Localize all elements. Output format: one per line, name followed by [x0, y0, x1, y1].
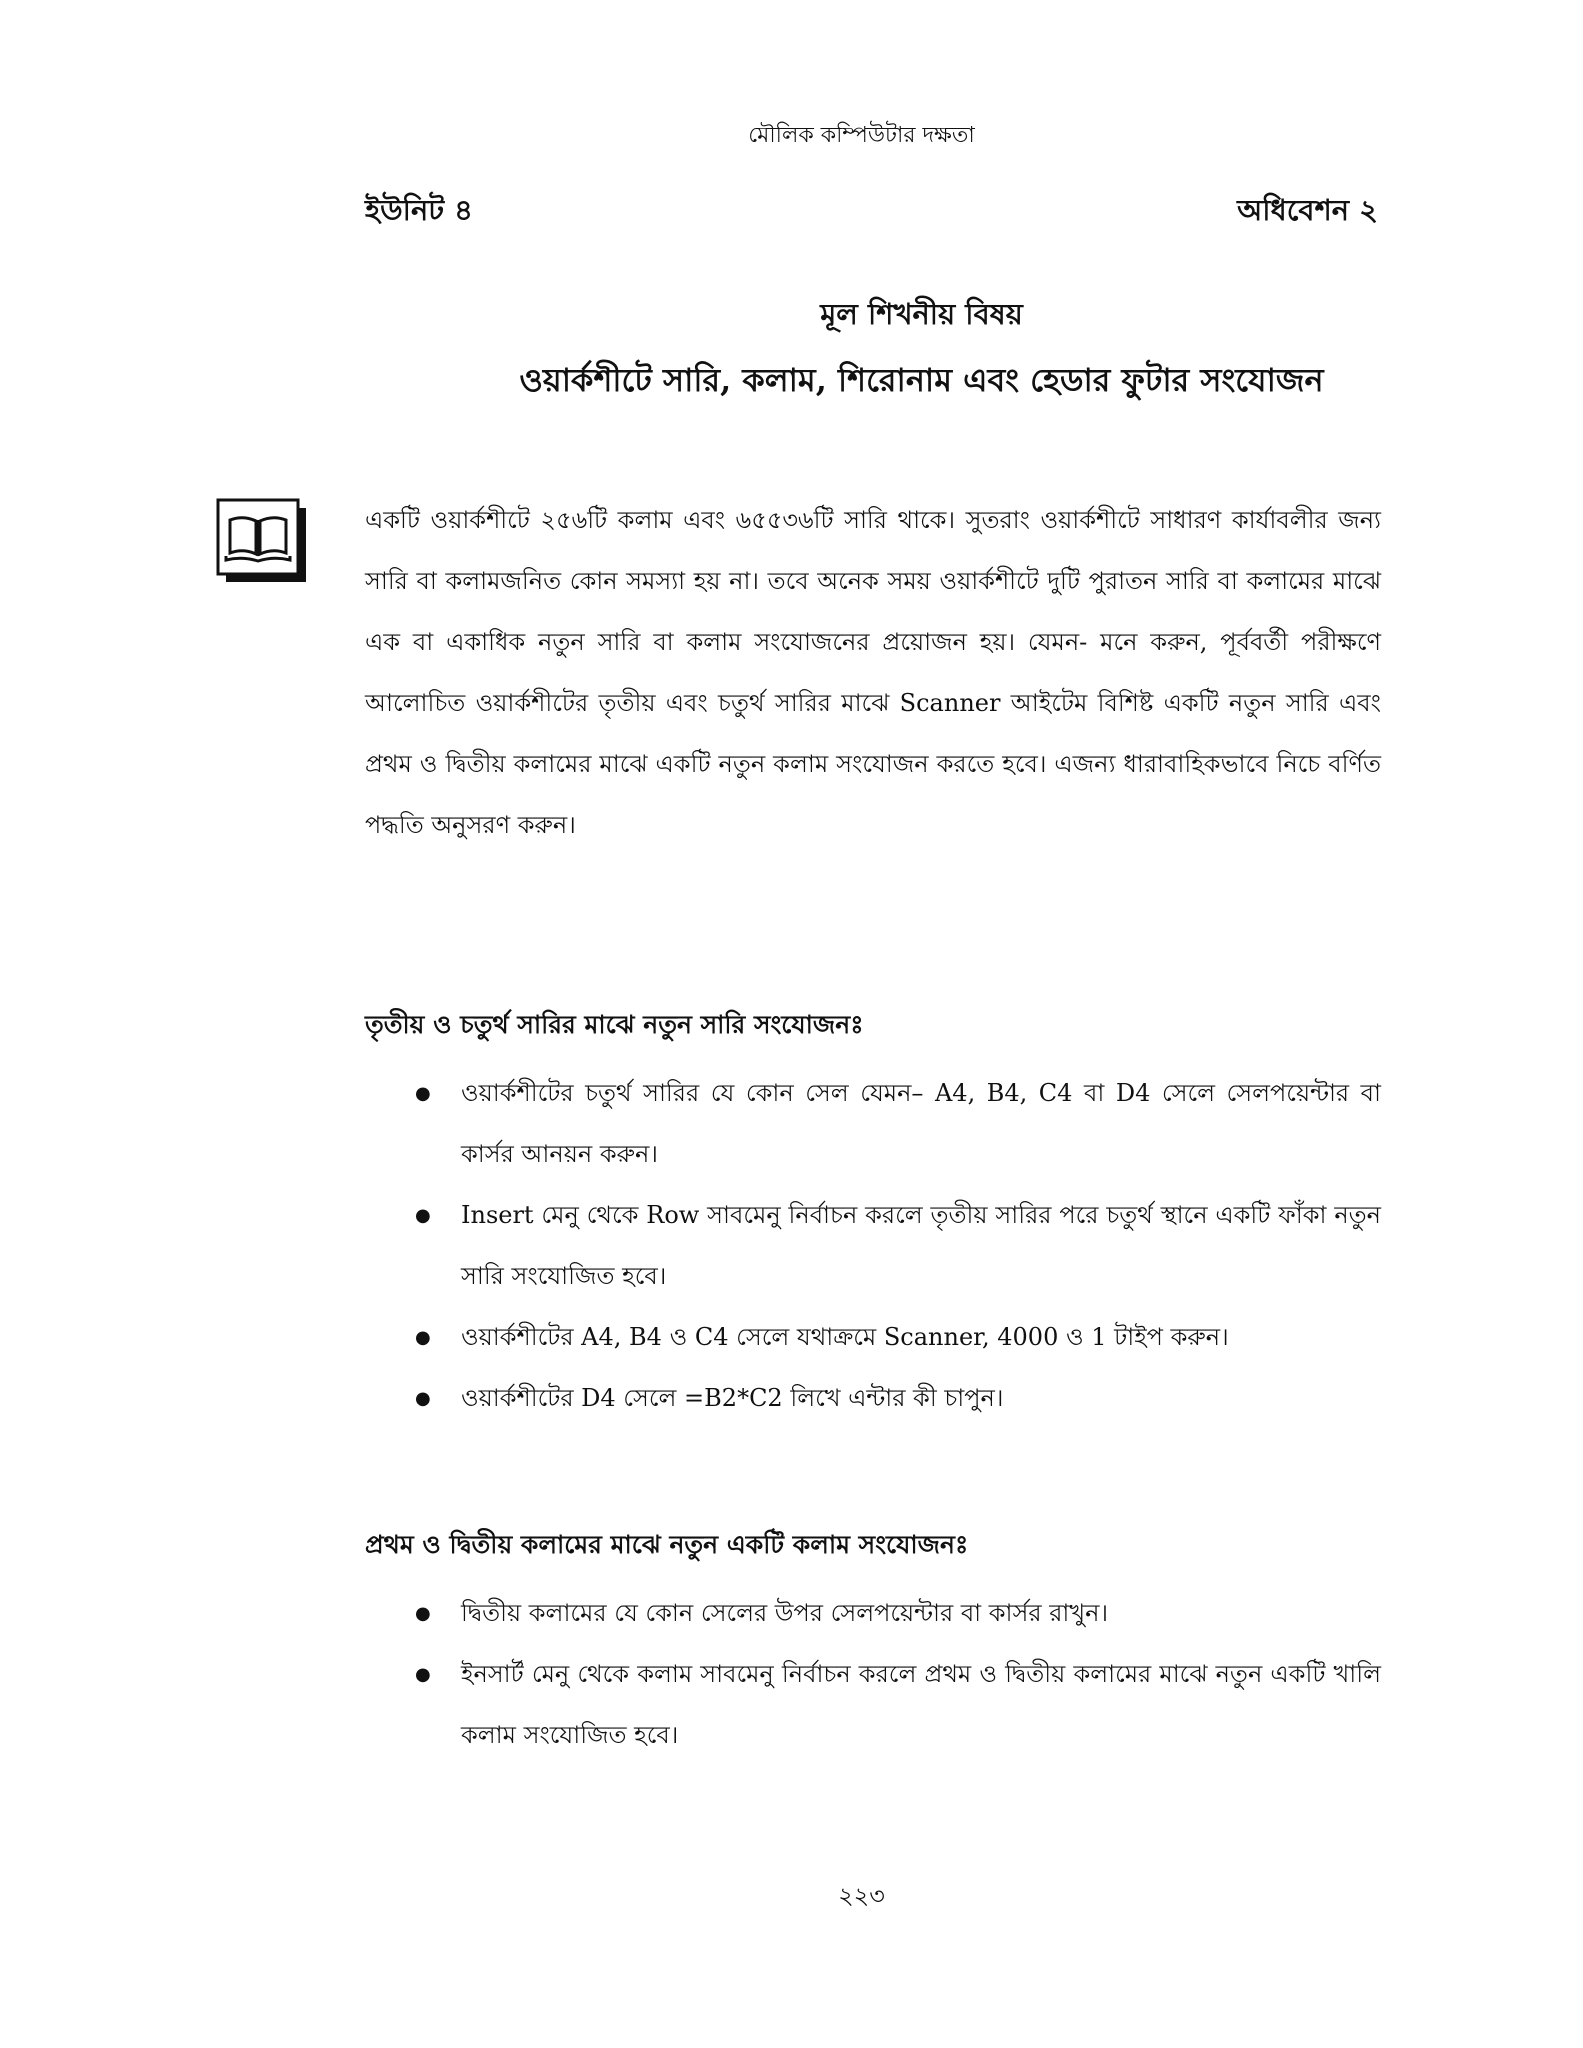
page-title: ওয়ার্কশীটে সারি, কলাম, শিরোনাম এবং হেডার ফুটার সংযোজন — [519, 361, 1324, 399]
step-text: ওয়ার্কশীটের D4 সেলে =B2*C2 লিখে এন্টার কী চাপুন। — [461, 1384, 1004, 1412]
bullet-icon: ● — [415, 1327, 431, 1348]
step-text: ইনসার্ট মেনু থেকে কলাম সাবমেনু নির্বাচন করলে প্রথম ও দ্বিতীয় কলামের মাঝে নতুন একটি খালি কলাম সংযোজিত হবে। — [461, 1660, 1381, 1749]
bullet-icon: ● — [415, 1603, 431, 1624]
bullet-icon: ● — [415, 1664, 431, 1685]
list-item — [365, 1307, 1381, 1368]
list-item — [365, 1185, 1381, 1307]
page-subtitle: মূল শিখনীয় বিষয় — [820, 297, 1023, 331]
intro-paragraph: একটি ওয়ার্কশীটে ২৫৬টি কলাম এবং ৬৫৫৩৬টি সারি থাকে। সুতরাং ওয়ার্কশীটে সাধারণ কার্যাবলীর জন্য সারি বা কলামজনিত কোন সমস্যা হয় না। তবে অনেক সময় ওয়ার্কশীটে দুটি পুরাতন সারি বা কলামের মাঝে এক বা একাধিক নতুন সারি বা কলাম সংযোজনের প্রয়োজন হয়। যেমন- মনে করুন, পূর্ববর্তী পরীক্ষণে আলোচিত ওয়ার্কশীটের তৃতীয় এবং চতুর্থ সারির মাঝে Scanner আইটেম বিশিষ্ট একটি নতুন সারি এবং প্রথম ও দ্বিতীয় কলামের মাঝে একটি নতুন কলাম সংযোজন করতে হবে। এজন্য ধারাবাহিকভাবে নিচে বর্ণিত পদ্ধতি অনুসরণ করুন। — [365, 506, 1381, 839]
section-heading-insert-column: প্রথম ও দ্বিতীয় কলামের মাঝে নতুন একটি কলাম সংযোজনঃ — [365, 1530, 969, 1559]
unit-label: ইউনিট ৪ — [365, 193, 473, 227]
section-heading-insert-row: তৃতীয় ও চতুর্থ সারির মাঝে নতুন সারি সংযোজনঃ — [365, 1010, 864, 1039]
list-item — [365, 1583, 1381, 1644]
step-text: ওয়ার্কশীটের চতুর্থ সারির যে কোন সেল যেমন– A4, B4, C4 বা D4 সেলে সেলপয়েন্টার বা কার্সর আনয়ন করুন। — [461, 1079, 1381, 1168]
step-text: Insert মেনু থেকে Row সাবমেনু নির্বাচন করলে তৃতীয় সারির পরে চতুর্থ স্থানে একটি ফাঁকা নতুন সারি সংযোজিত হবে। — [461, 1201, 1381, 1290]
list-item — [365, 1368, 1381, 1429]
bullet-icon: ● — [415, 1205, 431, 1226]
list-item — [365, 1063, 1381, 1185]
book-icon — [216, 498, 308, 584]
running-header: মৌলিক কম্পিউটার দক্ষতা — [748, 123, 975, 148]
step-text: ওয়ার্কশীটের A4, B4 ও C4 সেলে যথাক্রমে Scanner, 4000 ও 1 টাইপ করুন। — [461, 1323, 1229, 1351]
insert-row-steps — [365, 1063, 1381, 1429]
insert-column-steps — [365, 1583, 1381, 1766]
page-number: ২২৩ — [838, 1882, 885, 1910]
session-label: অধিবেশন ২ — [1237, 193, 1378, 227]
title-block — [365, 292, 1378, 409]
step-text: দ্বিতীয় কলামের যে কোন সেলের উপর সেলপয়েন্টার বা কার্সর রাখুন। — [461, 1599, 1109, 1627]
bullet-icon: ● — [415, 1388, 431, 1409]
unit-session-row — [365, 188, 1378, 237]
bullet-icon: ● — [415, 1083, 431, 1104]
list-item — [365, 1644, 1381, 1766]
